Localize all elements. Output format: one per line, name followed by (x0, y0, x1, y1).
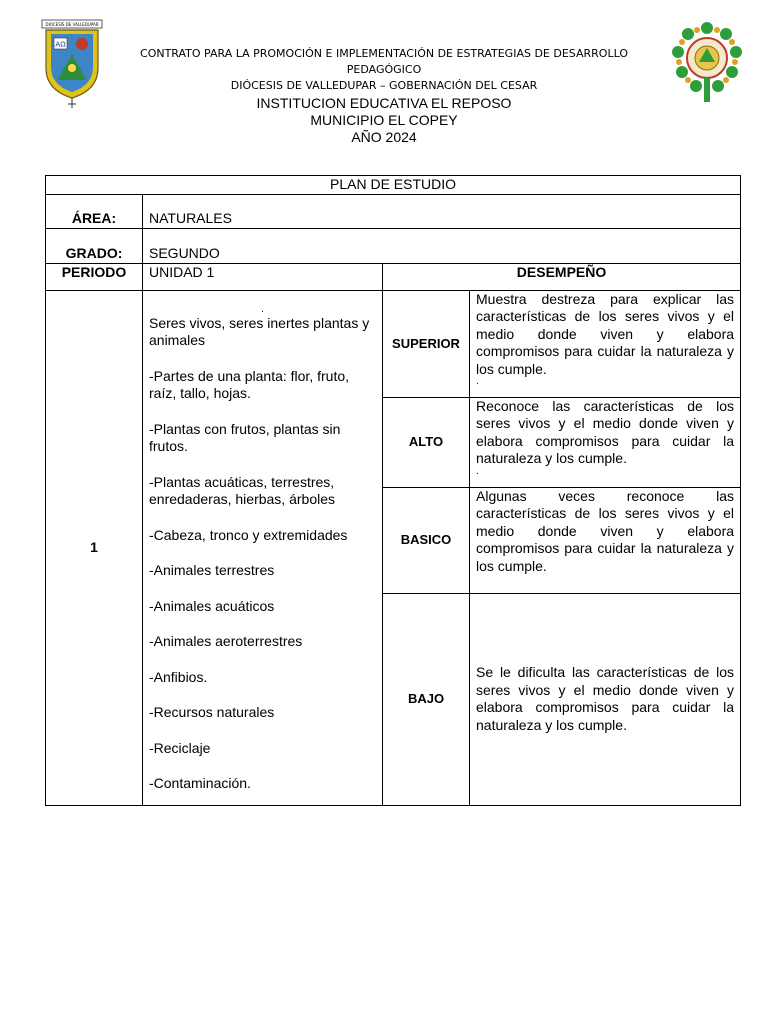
level-row-superior (46, 290, 741, 397)
study-plan-table (45, 175, 741, 806)
topic-item: -Cabeza, tronco y extremidades (149, 526, 348, 543)
contract-heading (110, 46, 658, 94)
cesar-government-emblem (668, 16, 746, 104)
topic-item: -Animales acuáticos (149, 597, 275, 614)
area-row (46, 194, 741, 228)
contract-line-2: DIÓCESIS DE VALLEDUPAR – GOBERNACIÓN DEL CESAR (230, 79, 538, 92)
document-header (0, 0, 768, 160)
topic-item: -Animales aeroterrestres (149, 633, 303, 649)
level-description-superior (470, 290, 741, 397)
level-description-bajo (470, 593, 741, 805)
level-trail-dot: . (476, 465, 479, 477)
topic-item: -Plantas con frutos, plantas sin frutos. (149, 420, 341, 454)
topic-item: -Animales terrestres (149, 562, 275, 578)
title-row (46, 176, 741, 195)
period-value: 1 (46, 290, 143, 805)
performance-label: DESEMPEÑO (383, 263, 741, 290)
svg-text:AΩ: AΩ (55, 40, 66, 49)
area-label: ÁREA: (46, 194, 143, 228)
topic-item: -Anfibios. (149, 668, 208, 685)
unit-dot: . (261, 303, 264, 315)
level-name-basico: BASICO (383, 487, 470, 593)
level-name-alto: ALTO (383, 397, 470, 487)
left-logo-banner-text: DIOCESIS DE VALLEDUPAR (45, 22, 99, 28)
period-label: PERIODO (46, 263, 143, 290)
level-description-alto (470, 397, 741, 487)
topic-item: -Partes de una planta: flor, fruto, raíz, tallo, hojas. (149, 367, 350, 401)
level-text: Algunas veces reconoce las características de los seres vivos y el medio donde viven y elabora compromisos para cuidar la naturaleza y los cumple. (476, 487, 735, 574)
institution-name: INSTITUCION EDUCATIVA EL REPOSO (256, 95, 512, 111)
column-header-row (46, 263, 741, 290)
level-description-basico (470, 487, 741, 593)
level-name-superior: SUPERIOR (383, 290, 470, 397)
grade-value: SEGUNDO (143, 228, 741, 263)
institution-block (0, 95, 768, 146)
level-text: Se le dificulta las características de los seres vivos y el medio donde viven y elabora compromisos para cuidar la naturaleza y los cumple. (476, 664, 735, 733)
level-text: Reconoce las características de los seres vivos y el medio donde viven y elabora compromisos para cuidar la naturaleza y los cumple. (476, 397, 735, 466)
plan-title: PLAN DE ESTUDIO (46, 176, 741, 195)
level-trail-dot: . (476, 376, 479, 387)
municipality-name: MUNICIPIO EL COPEY (310, 112, 458, 128)
unit-topics (143, 290, 383, 805)
level-text: Muestra destreza para explicar las características de los seres vivos y el medio donde viven y elabora compromisos para cuidar la naturaleza y los cumple. (476, 290, 735, 377)
topic-item: -Reciclaje (149, 739, 211, 756)
academic-year: AÑO 2024 (351, 129, 417, 145)
area-value: NATURALES (143, 194, 741, 228)
grade-label: GRADO: (46, 228, 143, 263)
topic-item: -Plantas acuáticas, terrestres, enredaderas, hierbas, árboles (149, 473, 336, 507)
topic-item: Seres vivos, seres inertes plantas y animales (149, 314, 370, 348)
grade-row (46, 228, 741, 263)
topic-item: -Recursos naturales (149, 704, 275, 720)
level-name-bajo: BAJO (383, 593, 470, 805)
contract-line-1: CONTRATO PARA LA PROMOCIÓN E IMPLEMENTACIÓN DE ESTRATEGIAS DE DESARROLLO PEDAGÓGICO (140, 47, 628, 76)
unit-label: UNIDAD 1 (143, 263, 383, 290)
topic-item: -Contaminación. (149, 775, 251, 791)
